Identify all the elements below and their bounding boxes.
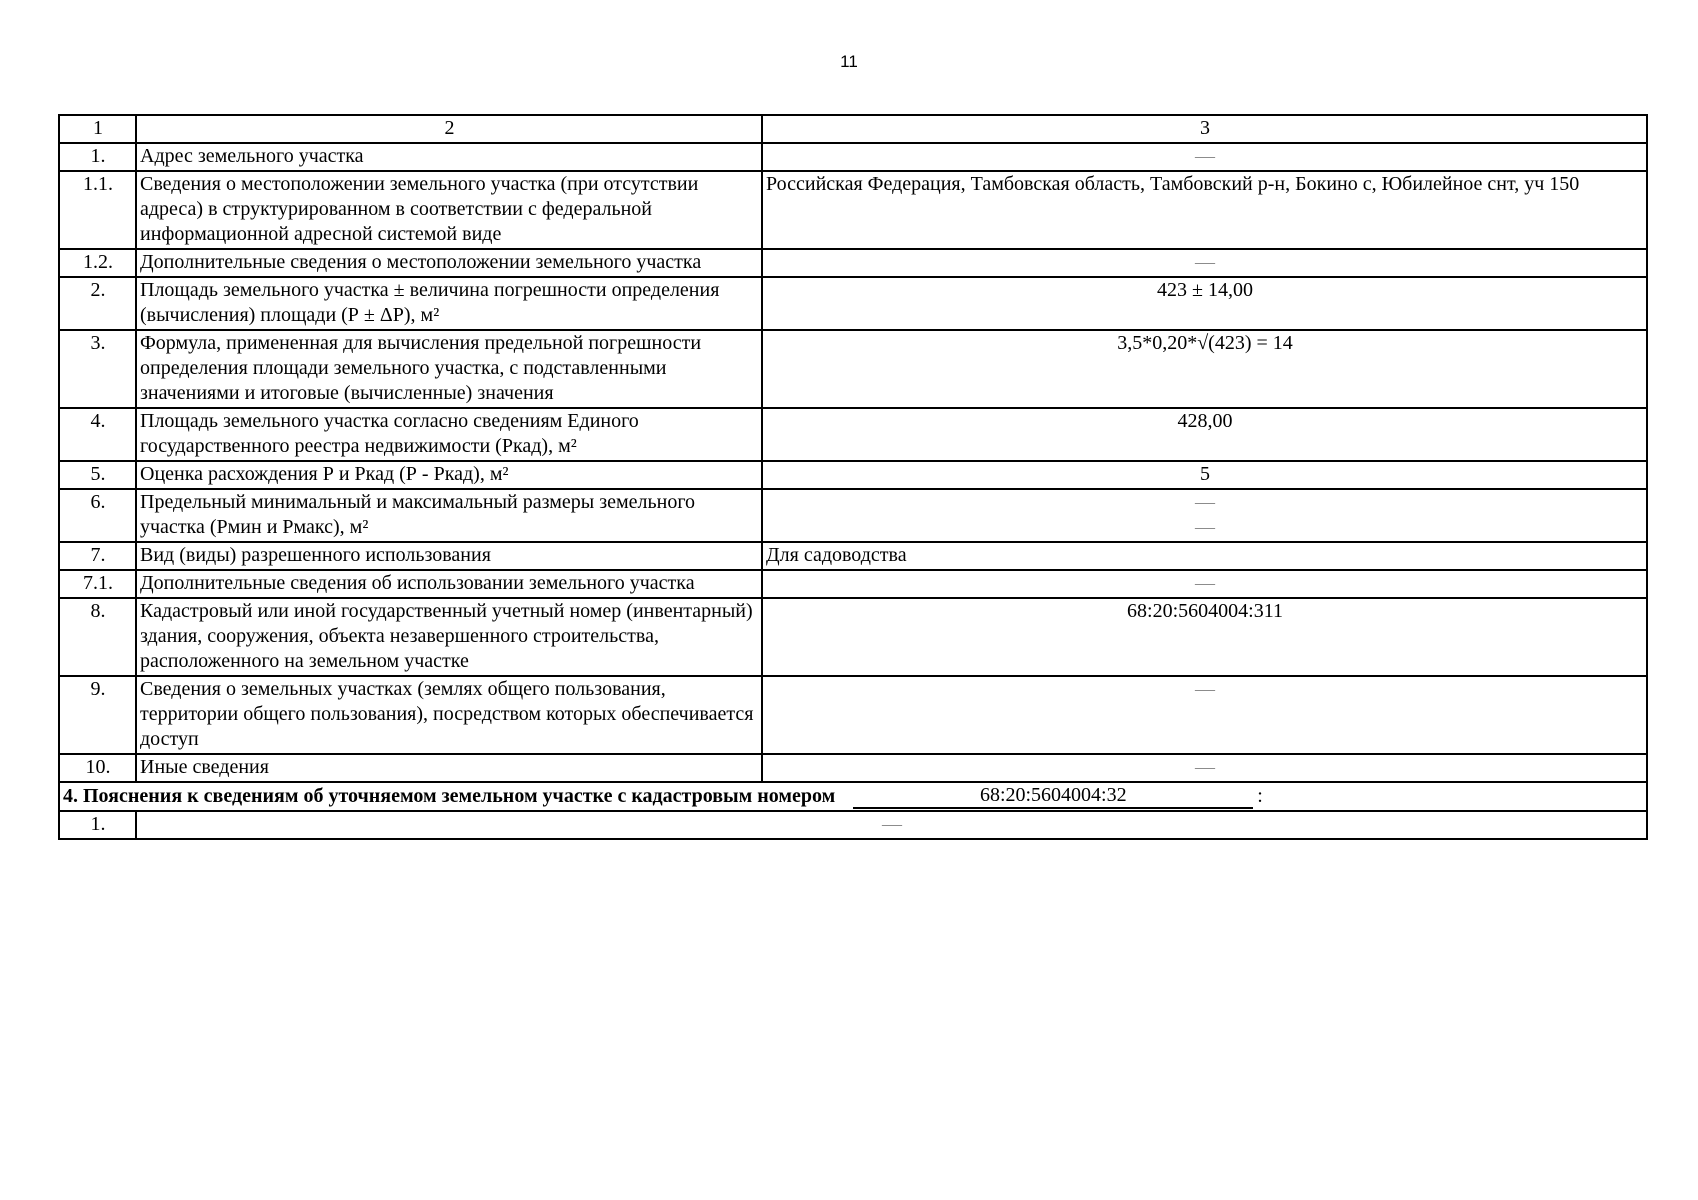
land-plot-info-table bbox=[58, 114, 1648, 840]
row-number: 9. bbox=[59, 676, 136, 754]
row-number: 1.1. bbox=[59, 171, 136, 249]
table-row bbox=[59, 143, 1647, 171]
row-value: 5 bbox=[762, 461, 1647, 489]
row-label: Площадь земельного участка ± величина погрешности определения (вычисления) площади (Р ± ΔР), м² bbox=[136, 277, 762, 330]
row-value: — bbox=[762, 754, 1647, 782]
row-label: Сведения о земельных участках (землях общего пользования, территории общего пользования), посредством которых обеспечивается доступ bbox=[136, 676, 762, 754]
row-label: Оценка расхождения Р и Ркад (Р - Ркад), м² bbox=[136, 461, 762, 489]
row-value: — bbox=[136, 811, 1647, 839]
row-value: Для садоводства bbox=[762, 542, 1647, 570]
section-4-title: 4. Пояснения к сведениям об уточняемом земельном участке с кадастровым номером bbox=[63, 785, 836, 807]
table-row bbox=[59, 249, 1647, 277]
table-row bbox=[59, 754, 1647, 782]
row-number: 6. bbox=[59, 489, 136, 542]
row-number: 5. bbox=[59, 461, 136, 489]
row-number: 2. bbox=[59, 277, 136, 330]
row-value: — bbox=[762, 249, 1647, 277]
table-row bbox=[59, 408, 1647, 461]
section-4-colon: : bbox=[1257, 785, 1263, 807]
max-size-value: — bbox=[1195, 516, 1215, 538]
section-4-header-row bbox=[59, 782, 1647, 811]
table-row bbox=[59, 598, 1647, 676]
row-label: Предельный минимальный и максимальный размеры земельного участка (Рмин и Рмакс), м² bbox=[136, 489, 762, 542]
table-row bbox=[59, 811, 1647, 839]
row-number: 1. bbox=[59, 811, 136, 839]
row-value: 423 ± 14,00 bbox=[762, 277, 1647, 330]
row-number: 1. bbox=[59, 143, 136, 171]
row-label: Адрес земельного участка bbox=[136, 143, 762, 171]
row-number: 7. bbox=[59, 542, 136, 570]
table-row bbox=[59, 489, 1647, 542]
table-row bbox=[59, 461, 1647, 489]
row-number: 10. bbox=[59, 754, 136, 782]
row-value bbox=[762, 489, 1647, 542]
table-header-row bbox=[59, 115, 1647, 143]
table-row bbox=[59, 277, 1647, 330]
row-value: — bbox=[762, 570, 1647, 598]
header-col-2: 2 bbox=[136, 115, 762, 143]
header-col-3: 3 bbox=[762, 115, 1647, 143]
section-4-header bbox=[59, 782, 1647, 811]
table-row bbox=[59, 330, 1647, 408]
row-number: 1.2. bbox=[59, 249, 136, 277]
row-value: — bbox=[762, 143, 1647, 171]
row-label: Дополнительные сведения о местоположении земельного участка bbox=[136, 249, 762, 277]
row-label: Дополнительные сведения об использовании земельного участка bbox=[136, 570, 762, 598]
header-col-1: 1 bbox=[59, 115, 136, 143]
row-label: Кадастровый или иной государственный учетный номер (инвентарный) здания, сооружения, объекта незавершенного строительства, расположенного на земельном участке bbox=[136, 598, 762, 676]
table-row bbox=[59, 676, 1647, 754]
row-value: — bbox=[762, 676, 1647, 754]
table-row bbox=[59, 570, 1647, 598]
section-4-cadastral-number: 68:20:5604004:32 bbox=[853, 783, 1253, 809]
row-value: 68:20:5604004:311 bbox=[762, 598, 1647, 676]
min-size-value: — bbox=[1195, 491, 1215, 513]
row-label: Формула, примененная для вычисления предельной погрешности определения площади земельного участка, с подставленными значениями и итоговые (вычисленные) значения bbox=[136, 330, 762, 408]
row-label: Сведения о местоположении земельного участка (при отсутствии адреса) в структурированном в соответствии с федеральной информационной адресной системой виде bbox=[136, 171, 762, 249]
row-value: 428,00 bbox=[762, 408, 1647, 461]
row-label: Площадь земельного участка согласно сведениям Единого государственного реестра недвижимости (Ркад), м² bbox=[136, 408, 762, 461]
row-value: 3,5*0,20*√(423) = 14 bbox=[762, 330, 1647, 408]
table-row bbox=[59, 171, 1647, 249]
row-label: Вид (виды) разрешенного использования bbox=[136, 542, 762, 570]
page-number: 11 bbox=[840, 52, 858, 71]
table-row bbox=[59, 542, 1647, 570]
row-number: 8. bbox=[59, 598, 136, 676]
row-value: Российская Федерация, Тамбовская область, Тамбовский р-н, Бокино с, Юбилейное снт, уч 150 bbox=[762, 171, 1647, 249]
row-number: 4. bbox=[59, 408, 136, 461]
row-number: 7.1. bbox=[59, 570, 136, 598]
row-number: 3. bbox=[59, 330, 136, 408]
row-label: Иные сведения bbox=[136, 754, 762, 782]
